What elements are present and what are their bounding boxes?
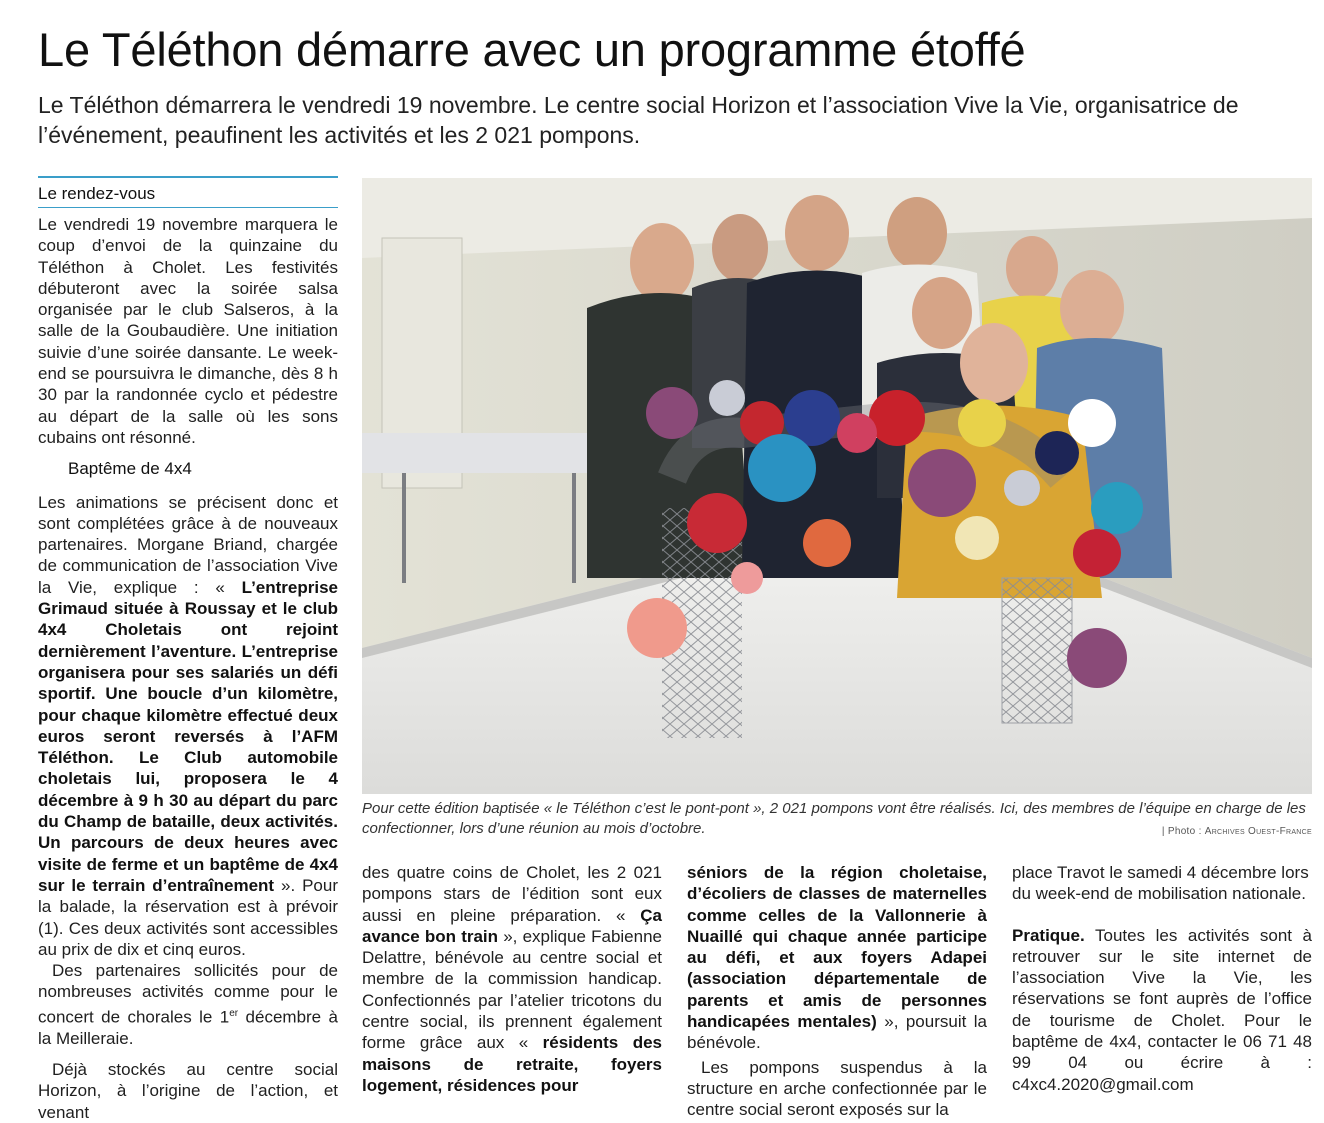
col1-paragraph-3 [38,960,338,1049]
col1-paragraph-2 [38,492,338,961]
photo-illustration [362,178,1312,794]
column-2 [362,862,662,1096]
col1-p3-text-b: décembre à la Meilleraie. [38,1007,339,1048]
col1-p2-quote: L’entreprise Grimaud située à Roussay et le club 4x4 Choletais ont rejoint dernièrement l’aventure. L’entreprise organisera pour ses salariés un défi sportif. Une boucle d’un kilomètre, pour chaque kilomètre effectué deux euros seront reversés à l’AFM Téléthon. Le Club automobile choletais lui, proposera le 4 décembre à 9 h 30 au départ du parc du Champ de bataille, deux activités. Un parcours de deux heures avec visite de ferme et un baptême de 4x4 sur le terrain d’entraînement [38,577,338,895]
photo-credit-prefix: | Photo : [1161,826,1205,837]
kicker-rule-bottom [38,207,338,208]
col4-paragraph-1: place Travot le samedi 4 décembre lors du week-end de mobilisation nationale. [1012,863,1309,904]
col3-p1-quote: séniors de la région choletaise, d’écoliers de classes de maternelles comme celles de la Vallonnerie à Nuaillé qui chaque année participe au défi, et aux foyers Adapei (association départementale de parents et amis de personnes handicapées mentales) [687,863,987,1032]
col2-p1-text-b: », explique Fabienne Delattre, bénévole au centre social et membre de la commission handicap. Confectionnés par l’atelier tricotons du centre social, ils prennent également forme grâce aux « [362,926,662,1053]
col1-p2-text-b: ». Pour la balade, la réservation est à prévoir (1). Ces deux activités sont accessibles au prix de dix et cinq euros. [38,875,338,959]
col1-subhead: Baptême de 4x4 [68,459,192,479]
col2-paragraph-1 [362,862,662,1096]
photo-caption: Pour cette édition baptisée « le Téléthon c’est le pont-pont », 2 021 pompons vont être réalisés. Ici, des membres de l’équipe en charge de les confectionner, lors d’une réunion au mois d’octobre. [362,800,1306,837]
column-3 [687,862,987,1121]
col3-paragraph-1 [687,862,987,1054]
headline: Le Téléthon démarre avec un programme étoffé [38,23,1026,76]
kicker-rule-top [38,176,338,178]
col2-p1-text-a: des quatre coins de Cholet, les 2 021 pompons stars de l’édition sont eux aussi en pleine préparation. « [362,863,662,925]
col2-p1-quote: Ça avance bon train [362,905,662,946]
column-4 [1012,862,1312,1095]
photo-credit [1162,826,1312,837]
col2-p1-quote-2: résidents des maisons de retraite, foyers logement, résidences pour [362,1033,662,1095]
col1-p2-text-a: Les animations se précisent donc et sont complétées grâce à de nouveaux partenaires. Morgane Briand, chargée de communication de l’association Vive la Vie, explique : « [38,492,338,597]
kicker: Le rendez-vous [38,184,156,203]
col4-p2-label: Pratique. [1012,925,1085,945]
col4-paragraph-2 [1012,925,1312,1095]
article-photo [362,178,1312,794]
back-table [362,433,592,473]
col1-paragraph-4: Déjà stockés au centre social Horizon, à l’origine de l’action, et venant [38,1059,338,1122]
chapo: Le Téléthon démarrera le vendredi 19 novembre. Le centre social Horizon et l’association Vive la Vie, organisatrice de l’événement, peaufinent les activités et les 2 021 pompons. [38,92,1239,148]
col3-paragraph-2: Les pompons suspendus à la structure en arche confectionnée par le centre social seront exposés sur la [687,1057,987,1120]
col3-p1-text-b: », poursuit la bénévole. [687,1012,987,1053]
col4-p2-text: Toutes les activités sont à retrouver sur le site internet de l’association Vive la Vie, les réservations se font auprès de l’office de tourisme de Cholet. Pour le baptême de 4x4, contacter le 06 71 48 99 04 ou écrire à : c4xc4.2020@gmail.com [1012,925,1312,1094]
column-1 [38,214,338,1123]
col1-p3-text-a: Des partenaires sollicités pour de nombreuses activités comme pour le concert de chorales le 1 [38,961,338,1027]
photo-credit-source: Archives Ouest-France [1204,826,1312,837]
col1-paragraph-1: Le vendredi 19 novembre marquera le coup d’envoi de la quinzaine du Téléthon à Cholet. Les festivités débuteront avec la soirée salsa organisée par le club Salseros, à la salle de la Goubaudière. Une initiation suivie d’une soirée dansante. Le week-end se poursuivra le dimanche, dès 8 h 30 par la randonnée cyclo et pédestre au départ de la salle où les sons cubains ont résonné. [38,215,338,447]
col1-p3-sup: er [229,1007,239,1019]
